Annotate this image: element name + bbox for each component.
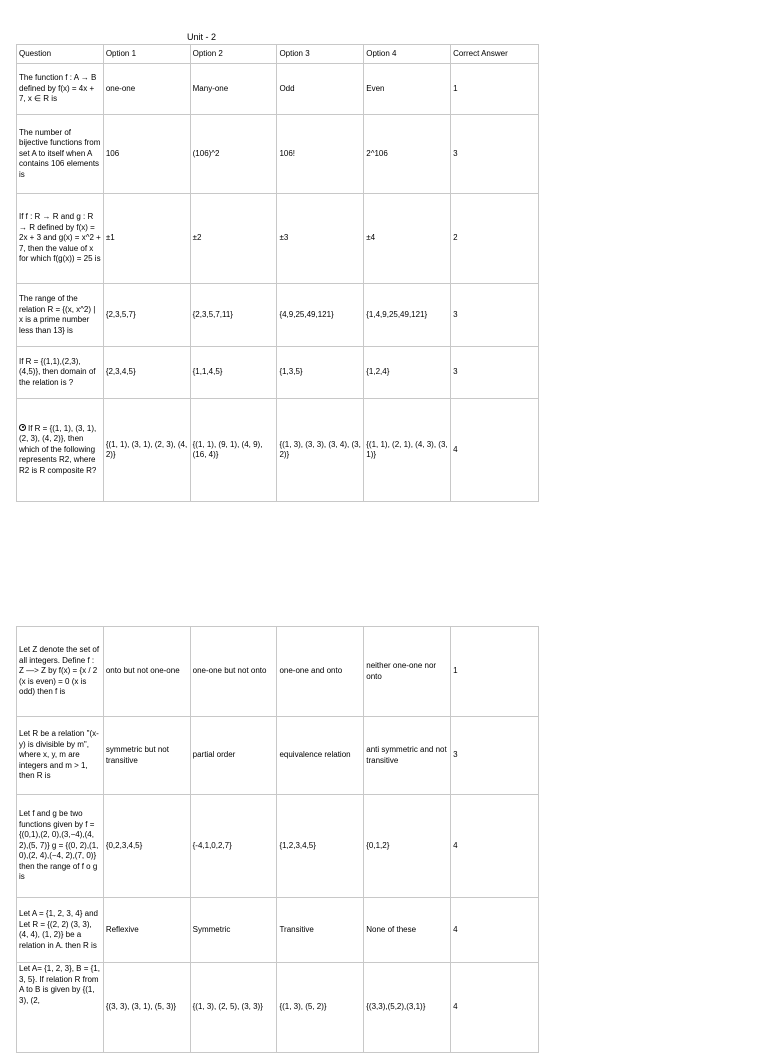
option-1-cell: one-one bbox=[103, 64, 190, 115]
option-3-cell: 106! bbox=[277, 115, 364, 194]
option-1-cell: {(3, 3), (3, 1), (5, 3)} bbox=[103, 963, 190, 1053]
question-text: If R = {(1, 1), (3, 1), (2, 3), (4, 2)}, then which of the following represents R2, where R2 is R composite R? bbox=[19, 423, 97, 475]
question-cell: If R = {(1,1),(2,3),(4,5)}, then domain of the relation is ? bbox=[17, 347, 104, 399]
option-2-cell: Many-one bbox=[190, 64, 277, 115]
option-1-cell: {2,3,5,7} bbox=[103, 284, 190, 347]
option-3-cell: ±3 bbox=[277, 194, 364, 284]
option-4-cell: ±4 bbox=[364, 194, 451, 284]
page-title: Unit - 2 bbox=[187, 32, 217, 42]
option-1-cell: ±1 bbox=[103, 194, 190, 284]
radio-icon bbox=[19, 424, 26, 431]
option-3-cell: {4,9,25,49,121} bbox=[277, 284, 364, 347]
option-1-cell: {2,3,4,5} bbox=[103, 347, 190, 399]
option-2-cell: {-4,1,0,2,7} bbox=[190, 795, 277, 898]
table-row bbox=[17, 399, 539, 502]
option-2-cell: {2,3,5,7,11} bbox=[190, 284, 277, 347]
header-question: Question bbox=[17, 45, 104, 64]
table-row bbox=[17, 284, 539, 347]
option-4-cell: None of these bbox=[364, 898, 451, 963]
table-row bbox=[17, 717, 539, 795]
option-1-cell: 106 bbox=[103, 115, 190, 194]
questions-table-1 bbox=[16, 44, 539, 502]
answer-cell: 4 bbox=[451, 898, 539, 963]
option-1-cell: {(1, 1), (3, 1), (2, 3), (4, 2)} bbox=[103, 399, 190, 502]
option-3-cell: {1,2,3,4,5} bbox=[277, 795, 364, 898]
option-4-cell: {(1, 1), (2, 1), (4, 3), (3, 1)} bbox=[364, 399, 451, 502]
option-3-cell: Odd bbox=[277, 64, 364, 115]
table-row bbox=[17, 115, 539, 194]
question-cell: Let f and g be two functions given by f = {(0,1),(2, 0),(3,−4),(4, 2),(5, 7)} g = {(0, 2),(1, 0),(2, 4),(−4, 2),(7, 0)} then the range of f o g is bbox=[17, 795, 104, 898]
option-3-cell: one-one and onto bbox=[277, 627, 364, 717]
option-2-cell: {(1, 1), (9, 1), (4, 9), (16, 4)} bbox=[190, 399, 277, 502]
question-cell: Let Z denote the set of all integers. Define f : Z —> Z by f(x) = {x / 2 (x is even) = 0 (x is odd) then f is bbox=[17, 627, 104, 717]
option-2-cell: partial order bbox=[190, 717, 277, 795]
option-4-cell: Even bbox=[364, 64, 451, 115]
option-4-cell: 2^106 bbox=[364, 115, 451, 194]
question-cell bbox=[17, 399, 104, 502]
table-row bbox=[17, 347, 539, 399]
table-row bbox=[17, 627, 539, 717]
answer-cell: 3 bbox=[451, 284, 539, 347]
option-4-cell: {1,4,9,25,49,121} bbox=[364, 284, 451, 347]
option-3-cell: {1,3,5} bbox=[277, 347, 364, 399]
option-1-cell: Reflexive bbox=[103, 898, 190, 963]
table-row bbox=[17, 963, 539, 1053]
question-cell: Let A= {1, 2, 3}, B = {1, 3, 5}. If relation R from A to B is given by {(1, 3), (2, bbox=[17, 963, 104, 1053]
question-cell: The number of bijective functions from set A to itself when A contains 106 elements is bbox=[17, 115, 104, 194]
table-row bbox=[17, 194, 539, 284]
table-row bbox=[17, 795, 539, 898]
header-option-1: Option 1 bbox=[103, 45, 190, 64]
option-4-cell: anti symmetric and not transitive bbox=[364, 717, 451, 795]
option-3-cell: Transitive bbox=[277, 898, 364, 963]
option-2-cell: ±2 bbox=[190, 194, 277, 284]
table-row bbox=[17, 64, 539, 115]
option-2-cell: Symmetric bbox=[190, 898, 277, 963]
option-4-cell: {1,2,4} bbox=[364, 347, 451, 399]
answer-cell: 1 bbox=[451, 64, 539, 115]
option-3-cell: {(1, 3), (3, 3), (3, 4), (3, 2)} bbox=[277, 399, 364, 502]
answer-cell: 3 bbox=[451, 347, 539, 399]
option-4-cell: {(3,3),(5,2),(3,1)} bbox=[364, 963, 451, 1053]
option-1-cell: symmetric but not transitive bbox=[103, 717, 190, 795]
option-4-cell: neither one-one nor onto bbox=[364, 627, 451, 717]
option-2-cell: {(1, 3), (2, 5), (3, 3)} bbox=[190, 963, 277, 1053]
question-cell: If f : R → R and g : R → R defined by f(x) = 2x + 3 and g(x) = x^2 + 7, then the value of x for which f(g(x)) = 25 is bbox=[17, 194, 104, 284]
answer-cell: 4 bbox=[451, 963, 539, 1053]
option-3-cell: {(1, 3), (5, 2)} bbox=[277, 963, 364, 1053]
question-cell: The range of the relation R = {(x, x^2) | x is a prime number less than 13} is bbox=[17, 284, 104, 347]
answer-cell: 3 bbox=[451, 115, 539, 194]
answer-cell: 3 bbox=[451, 717, 539, 795]
answer-cell: 2 bbox=[451, 194, 539, 284]
option-3-cell: equivalence relation bbox=[277, 717, 364, 795]
question-cell: Let R be a relation "(x-y) is divisible by m", where x, y, m are integers and m > 1, then R is bbox=[17, 717, 104, 795]
header-correct-answer: Correct Answer bbox=[451, 45, 539, 64]
option-1-cell: {0,2,3,4,5} bbox=[103, 795, 190, 898]
option-2-cell: one-one but not onto bbox=[190, 627, 277, 717]
header-option-4: Option 4 bbox=[364, 45, 451, 64]
answer-cell: 4 bbox=[451, 795, 539, 898]
option-4-cell: {0,1,2} bbox=[364, 795, 451, 898]
question-cell: Let A = {1, 2, 3, 4} and Let R = {(2, 2) (3, 3), (4, 4), (1, 2)} be a relation in A. then R is bbox=[17, 898, 104, 963]
answer-cell: 4 bbox=[451, 399, 539, 502]
answer-cell: 1 bbox=[451, 627, 539, 717]
questions-table-2 bbox=[16, 626, 539, 1053]
header-option-2: Option 2 bbox=[190, 45, 277, 64]
question-cell: The function f : A → B defined by f(x) = 4x + 7, x ∈ R is bbox=[17, 64, 104, 115]
header-option-3: Option 3 bbox=[277, 45, 364, 64]
option-2-cell: {1,1,4,5} bbox=[190, 347, 277, 399]
header-row bbox=[17, 45, 539, 64]
option-2-cell: (106)^2 bbox=[190, 115, 277, 194]
option-1-cell: onto but not one-one bbox=[103, 627, 190, 717]
table-row bbox=[17, 898, 539, 963]
